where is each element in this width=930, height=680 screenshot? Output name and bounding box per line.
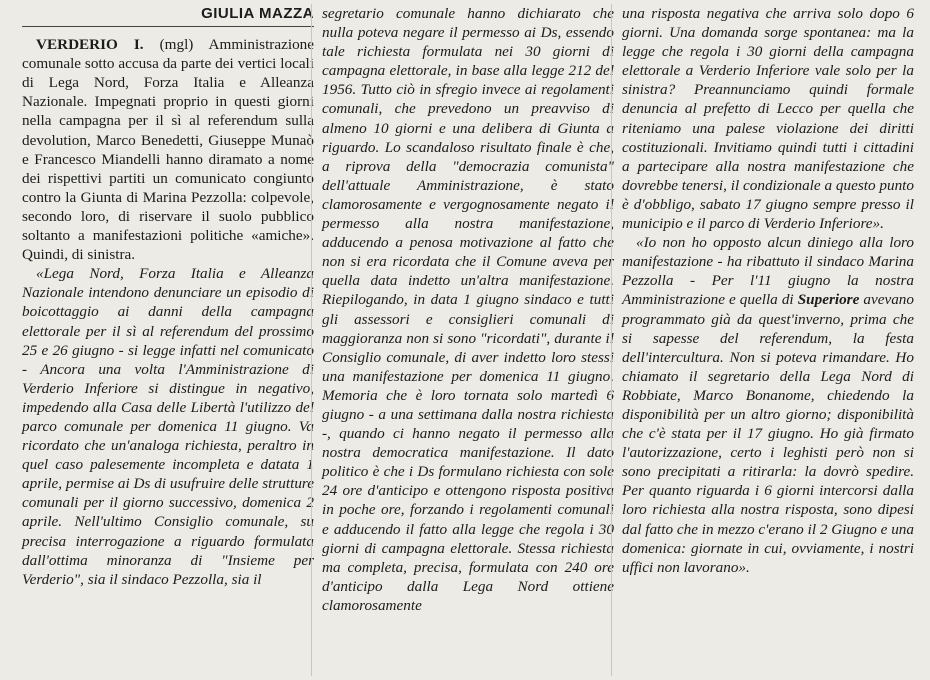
mayor-reply-text-2: avevano programmato già da quest'inverno, prima che si sapesse del referendum, la festa dell'intercultura. Non si poteva rimandare. Ho chiamato il segretario della Lega Nord di Robbiate, Marco Bonanome, chiedendo la disponibilità per un altro giorno; disponibilità che c'è stata per il 17 giugno. Ho già firmato l'autorizzazione, certo i leghisti però non si sono precipitati a ritirarla: la dovrò spedire. Per quanto riguarda i 6 giorni intercorsi dalla loro richiesta alla nostra risposta, sono dipesi dal fatto che in mezzo c'erano il 2 Giugno e una domenica: giornate in cui, ovviamente, i nostri uffici non lavorano». — [622, 291, 914, 576]
byline-rule — [22, 26, 314, 27]
lead-paragraph — [22, 35, 314, 264]
agency-tag: (mgl) — [159, 36, 194, 54]
article-column-1 — [22, 4, 314, 589]
column-divider — [611, 4, 612, 676]
mayor-reply-bold: Superiore — [797, 291, 860, 309]
article-column-3 — [622, 4, 914, 577]
column-divider — [311, 4, 312, 676]
quote-conclusion: una risposta negativa che arriva solo dopo 6 giorni. Una domanda sorge spontanea: ma la legge che regola i 30 giorni della campagna elettorale a Verderio Inferiore vale solo per la sinistra? Preannunciamo quindi formale denuncia al prefetto di Lecco per quella che riteniamo una palese violazione dei diritti costituzionali. Invitiamo quindi tutti i cittadini a partecipare alla nostra manifestazione che dovrebbe tenersi, il condizionale a questo punto è d'obbligo, sabato 17 giugno sempre presso il municipio e il parco di Verderio Inferiore». — [622, 5, 914, 233]
quote-continuation: segretario comunale hanno dichiarato che nulla poteva negare il permesso ai Ds, essendo tale richiesta formulata nei 30 giorni di campagna elettorale, in base alla legge 212 del 1956. Tutto ciò in sfregio invece ai regolamenti comunali, che prevedono un preavviso di almeno 10 giorni e una delibera di Giunta a riguardo. Lo scandaloso risultato finale è che, a riprova della "democrazia comunista" dell'attuale Amministrazione, è stato clamorosamente e vergognosamente negato il permesso alla nostra manifestazione, adducendo a penosa motivazione al fatto che non si era ricordata che il Comune aveva per quella data indetto un'altra manifestazione. Riepilogando, in data 1 giugno sindaco e tutti gli assessori e consiglieri comunali di maggioranza non si sono "ricordati", durante il Consiglio comunale, di aver indetto loro stessi una manifestazione per domenica 11 giugno. Memoria che è loro tornata solo martedì 6 giugno - a una settimana dalla nostra richiesta -, quando ci hanno negato il permesso alla nostra democratica manifestazione. Il dato politico è che i Ds formulano richiesta con sole 24 ore d'anticipo e ottengono risposta positiva in poche ore, forzando i regolamenti comunali e adducendo il fatto alla legge che regola i 30 giorni di campagna elettorale. Stessa richiesta ma completa, precisa, formulata con 240 ore d'anticipo dalla Lega Nord ottiene clamorosamente — [322, 5, 614, 614]
dateline: VERDERIO I. — [36, 36, 144, 54]
article-column-2 — [322, 4, 614, 615]
quote-paragraph: «Lega Nord, Forza Italia e Alleanza Nazionale intendono denunciare un episodio di boicottaggio ai danni della campagna elettorale per il sì al referendum del prossimo 25 e 26 giugno - si legge infatti nel comunicato - Ancora una volta l'Amministrazione di Verderio Inferiore si distingue in negativo, impedendo alla Casa delle Libertà l'utilizzo del parco comunale per domenica 11 giugno. Va ricordato che un'analoga richiesta, peraltro in quel caso palesemente incompleta e datata 1 aprile, permise ai Ds di usufruire delle strutture comunali per il giorno successivo, domenica 2 aprile. Nell'ultimo Consiglio comunale, su precisa interrogazione a riguardo formulata dall'ottima minoranza di "Insieme per Verderio", sia il sindaco Pezzolla, sia il — [22, 265, 314, 588]
byline: GIULIA MAZZA — [201, 5, 314, 22]
mayor-reply-text-1: «Io non ho opposto alcun diniego alla loro manifestazione - ha ribattuto il sindaco Marina Pezzolla - Per l'11 giugno la nostra Amministrazione e quella di — [622, 234, 914, 309]
mayor-reply-paragraph — [622, 233, 914, 577]
lead-text: Amministrazione comunale sotto accusa da parte dei vertici locali di Lega Nord, Forza Italia e Alleanza Nazionale. Impegnati proprio in questi giorni nella campagna per il sì al referendum sulla devolution, Marco Benedetti, Giuseppe Munaò e Francesco Miandelli hanno diramato a nome dei rispettivi partiti un comunicato congiunto contro la Giunta di Marina Pezzolla: colpevole, secondo loro, di riservare il suolo pubblico soltanto a manifestazioni politiche «amiche». Quindi, di sinistra. — [22, 36, 314, 264]
